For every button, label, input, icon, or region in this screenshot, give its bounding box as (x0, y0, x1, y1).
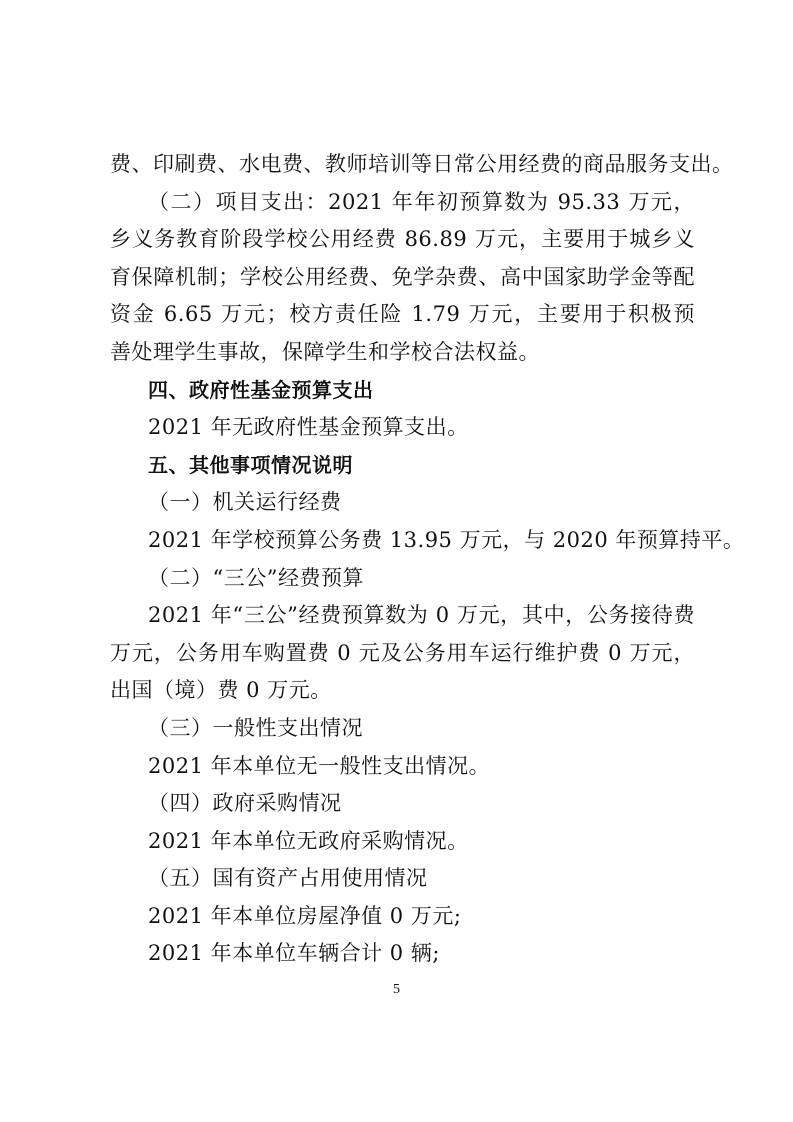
paragraph-line: 资金 6.65 万元；校方责任险 1.79 万元，主要用于积极预 (110, 302, 695, 327)
paragraph-line: 2021 年学校预算公务费 13.95 万元，与 2020 年预算持平。 (148, 527, 745, 552)
paragraph-line: 2021 年本单位房屋净值 0 万元; (148, 903, 462, 928)
subsection-heading: （二）“三公”经费预算 (148, 565, 364, 590)
paragraph-line: （二）项目支出：2021 年年初预算数为 95.33 万元， (148, 189, 695, 214)
paragraph-line: 2021 年无政府性基金预算支出。 (148, 415, 469, 440)
paragraph-line: 育保障机制；学校公用经费、免学杂费、高中国家助学金等配 (110, 264, 695, 289)
paragraph-line: 2021 年本单位无一般性支出情况。 (148, 753, 491, 778)
paragraph-line: 万元，公务用车购置费 0 元及公务用车运行维护费 0 万元， (110, 640, 695, 665)
subsection-heading: （三）一般性支出情况 (148, 715, 363, 740)
document-body (110, 146, 745, 973)
section-heading: 五、其他事项情况说明 (148, 452, 353, 477)
subsection-heading: （四）政府采购情况 (148, 791, 342, 816)
paragraph-line: 善处理学生事故，保障学生和学校合法权益。 (110, 339, 540, 364)
paragraph-line: 费、印刷费、水电费、教师培训等日常公用经费的商品服务支出。 (110, 152, 734, 176)
section-heading: 四、政府性基金预算支出 (148, 377, 374, 402)
paragraph-line: 2021 年“三公”经费预算数为 0 万元，其中，公务接待费 (148, 603, 695, 628)
paragraph-line: 2021 年本单位车辆合计 0 辆; (148, 941, 440, 966)
paragraph-line: 乡义务教育阶段学校公用经费 86.89 万元，主要用于城乡义 (110, 227, 695, 252)
paragraph-line: 出国（境）费 0 万元。 (110, 678, 332, 703)
subsection-heading: （五）国有资产占用使用情况 (148, 866, 428, 891)
page-number: 5 (393, 982, 400, 997)
subsection-heading: （一）机关运行经费 (148, 490, 342, 515)
paragraph-line: 2021 年本单位无政府采购情况。 (148, 828, 469, 853)
